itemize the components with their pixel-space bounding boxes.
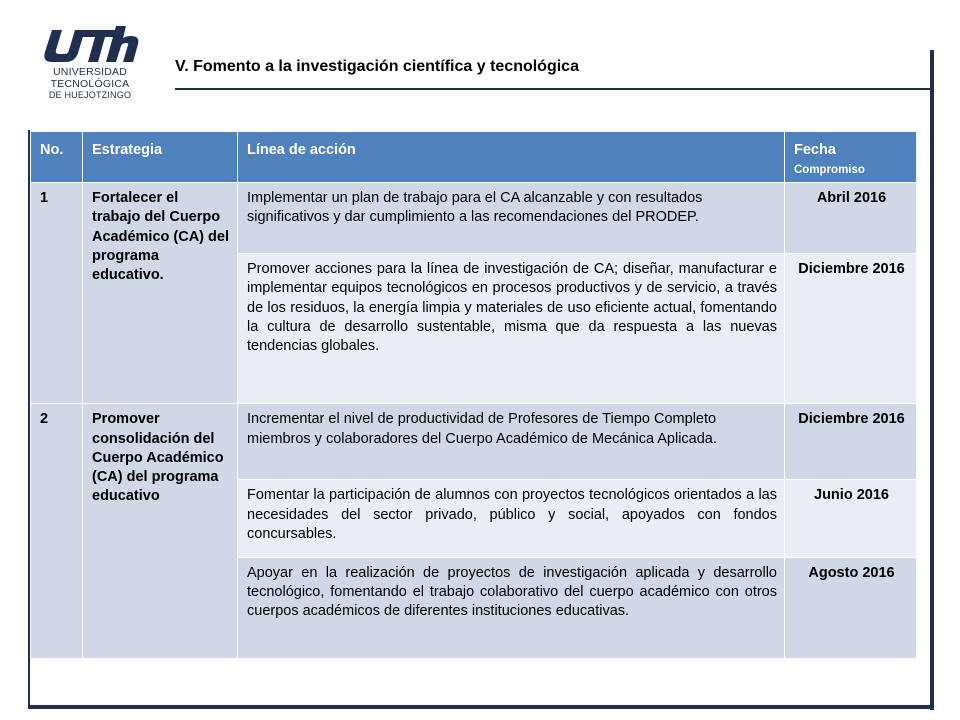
logo-text-line1: UNIVERSIDAD (53, 66, 127, 78)
university-logo (38, 24, 142, 104)
strategy-number-cell: 1 (31, 183, 83, 404)
action-line-cell: Incrementar el nivel de productividad de Profesores de Tiempo Completo miembros y colaboradores del Cuerpo Académico de Mecánica Aplicada. (238, 404, 785, 480)
commitment-date-cell: Abril 2016 (785, 183, 917, 254)
table-row (31, 183, 917, 254)
header-no: No. (31, 132, 83, 183)
header-linea-accion: Línea de acción (238, 132, 785, 183)
header-fecha (785, 132, 917, 183)
strategy-cell: Fortalecer el trabajo del Cuerpo Académico (CA) del programa educativo. (83, 183, 238, 404)
commitment-date-cell: Diciembre 2016 (785, 404, 917, 480)
action-line-cell: Implementar un plan de trabajo para el CA alcanzable y con resultados significativos y dar cumplimiento a las recomendaciones del PRODEP. (238, 183, 785, 254)
strategy-cell: Promover consolidación del Cuerpo Académico (CA) del programa educativo (83, 404, 238, 659)
action-line-cell: Apoyar en la realización de proyectos de investigación aplicada y desarrollo tecnológico, fomentando el trabajo colaborativo del cuerpo académico con otros cuerpos académicos de diferentes instituciones educativas. (238, 557, 785, 658)
table-row (31, 404, 917, 480)
header-fecha-label: Fecha (794, 142, 836, 158)
header-estrategia: Estrategia (83, 132, 238, 183)
strategy-table (30, 131, 917, 659)
frame-bottom-border (28, 705, 934, 709)
header-fecha-sublabel: Compromiso (794, 164, 865, 177)
commitment-date-cell: Diciembre 2016 (785, 254, 917, 404)
commitment-date-cell: Junio 2016 (785, 480, 917, 557)
strategy-number-cell: 2 (31, 404, 83, 659)
action-line-cell: Promover acciones para la línea de investigación de CA; diseñar, manufacturar e implementar equipos tecnológicos en procesos productivos y de servicio, a través de los residuos, la energía limpia y materiales de uso eficiente actual, fomentando la cultura de desarrollo sustentable, misma que da respuesta a las nuevas tendencias globales. (238, 254, 785, 404)
frame-right-border (930, 50, 934, 710)
frame-top-border (175, 88, 932, 90)
uth-wordmark-logo (38, 24, 142, 64)
logo-text-line3: DE HUEJOTZINGO (48, 90, 132, 100)
page-title: V. Fomento a la investigación científica y tecnológica (175, 58, 579, 75)
table-header-row (31, 132, 917, 183)
action-line-cell: Fomentar la participación de alumnos con proyectos tecnológicos orientados a las necesidades del sector privado, público y social, apoyados con fondos concursables. (238, 480, 785, 557)
logo-text-line2: TECNOLÓGICA (50, 78, 130, 90)
commitment-date-cell: Agosto 2016 (785, 557, 917, 658)
